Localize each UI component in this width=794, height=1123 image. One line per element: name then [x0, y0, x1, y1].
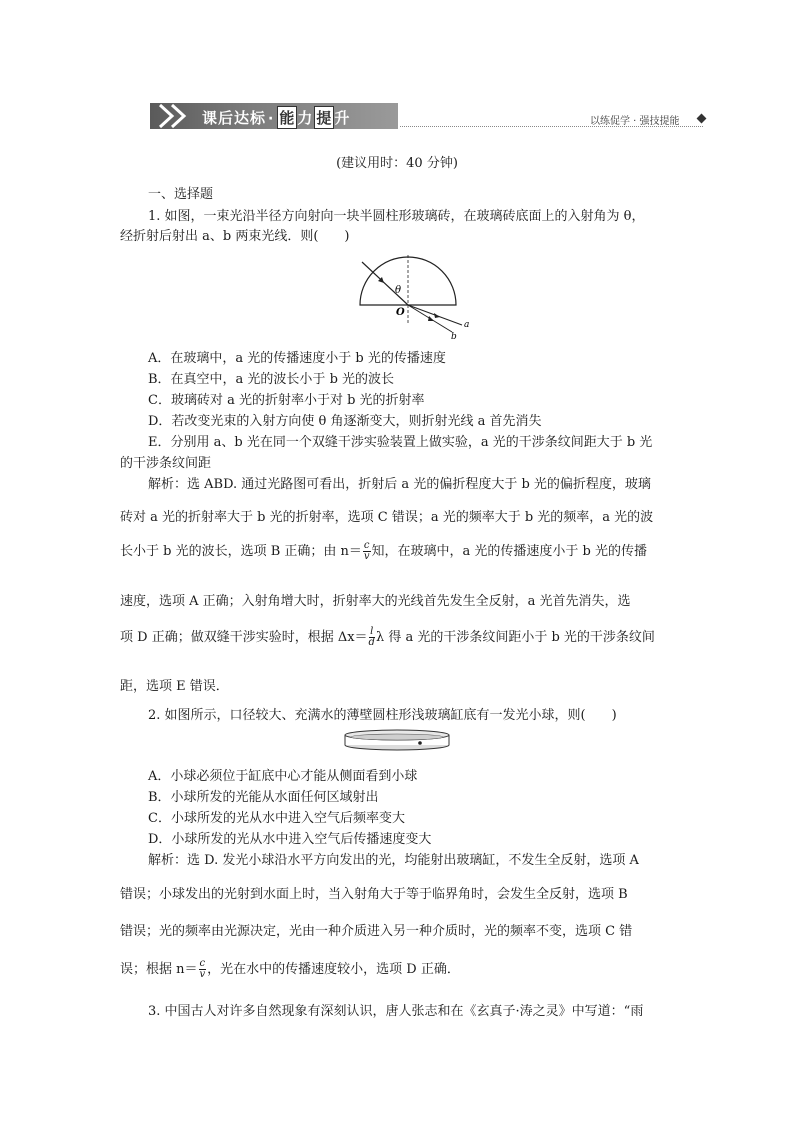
fig-theta-label: θ	[395, 285, 402, 296]
q2-glass-tank-figure	[340, 727, 454, 755]
fig-a-label: a	[464, 320, 470, 330]
banner-bar	[150, 103, 398, 129]
q1-analysis-line2: 砖对 a 光的折射率大于 b 光的折射率，选项 C 错误；a 光的频率大于 b 光的频率，a 光的波	[120, 510, 654, 525]
chevron-right-icon	[150, 103, 200, 129]
banner-title	[202, 106, 350, 129]
q1-analysis-line6: 距，选项 E 错误．	[120, 679, 229, 694]
q1-stem-line1: 1. 如图，一束光沿半径方向射向一块半圆柱形玻璃砖，在玻璃砖底面上的入射角为 θ，	[148, 209, 645, 224]
time-hint: (建议用时：40 分钟)	[336, 156, 458, 171]
q2-option-c: C．小球所发的光从水中进入空气后频率变大	[148, 811, 405, 826]
frac-num: c	[199, 958, 206, 969]
banner-char-3: 提	[314, 106, 334, 129]
q2-option-d: D．小球所发的光从水中进入空气后传播速度变大	[148, 832, 432, 847]
fraction-c-over-v	[199, 959, 207, 980]
section-title: 一、选择题	[148, 187, 214, 202]
q1-ana3-post: 知，在玻璃中，a 光的传播速度小于 b 光的传播	[371, 544, 648, 559]
q1-ana5-post: λ 得 a 光的干涉条纹间距小于 b 光的干涉条纹间	[375, 630, 655, 645]
fraction-c-over-v	[363, 541, 371, 562]
frac-num: c	[363, 540, 370, 551]
section-banner	[150, 103, 710, 129]
fig-origin-label: O	[396, 307, 405, 318]
q1-option-b: B．在真空中，a 光的波长小于 b 光的波长	[148, 372, 395, 387]
banner-char-1: 能	[277, 106, 297, 129]
q1-option-e-line2: 的干涉条纹间距	[120, 456, 212, 471]
q2-ana4-post: ，光在水中的传播速度较小，选项 D 正确．	[207, 962, 460, 977]
q1-option-d: D．若改变光束的入射方向使 θ 角逐渐变大，则折射光线 a 首先消失	[148, 414, 542, 429]
q2-analysis-line2: 错误；小球发出的光射到水面上时，当入射角大于等于临界角时，会发生全反射，选项 B	[120, 887, 628, 902]
q2-analysis-line1: 解析：选 D. 发光小球沿水平方向发出的光，均能射出玻璃缸，不发生全反射，选项 A	[148, 853, 639, 868]
q2-stem: 2. 如图所示，口径较大、充满水的薄壁圆柱形浅玻璃缸底有一发光小球，则( )	[148, 708, 617, 723]
banner-char-2: 力	[297, 109, 314, 127]
q1-option-e-line1: E．分别用 a、b 光在同一个双缝干涉实验装置上做实验，a 光的干涉条纹间距大于 b 光	[148, 435, 653, 450]
banner-dot: ·	[268, 111, 275, 127]
banner-char-4: 升	[334, 109, 351, 127]
q1-stem-line2: 经折射后射出 a、b 两束光线．则( )	[120, 229, 350, 244]
frac-den: d	[368, 637, 375, 648]
diamond-icon	[697, 114, 707, 124]
q2-analysis-line4	[120, 958, 460, 980]
q2-ana4-pre: 误；根据 n＝	[120, 962, 198, 977]
frac-den: v	[199, 969, 206, 980]
q3-stem: 3. 中国古人对许多自然现象有深刻认识，唐人张志和在《玄真子·涛之灵》中写道：“雨	[148, 1004, 644, 1019]
banner-slogan: 以练促学 · 强技提能	[590, 116, 680, 127]
frac-den: v	[363, 551, 370, 562]
banner-title-part1: 课后达标	[202, 109, 267, 127]
q1-analysis-line3	[120, 540, 647, 562]
fraction-l-over-d	[369, 627, 375, 648]
q1-analysis-line4: 速度，选项 A 正确；入射角增大时，折射率大的光线首先发生全反射，a 光首先消失，选	[120, 594, 631, 609]
q2-option-a: A．小球必须位于缸底中心才能从侧面看到小球	[148, 769, 418, 784]
q1-analysis-line1: 解析：选 ABD. 通过光路图可看出，折射后 a 光的偏折程度大于 b 光的偏折程度，玻璃	[148, 477, 651, 492]
q2-option-b: B．小球所发的光能从水面任何区域射出	[148, 790, 379, 805]
fig-b-label: b	[451, 332, 457, 342]
q1-analysis-line5	[120, 626, 655, 648]
q1-option-a: A．在玻璃中，a 光的传播速度小于 b 光的传播速度	[148, 351, 446, 366]
frac-num: l	[370, 626, 374, 637]
q2-analysis-line3: 错误；光的频率由光源决定，光由一种介质进入另一种介质时，光的频率不变，选项 C 错	[120, 924, 633, 939]
q1-ana5-pre: 项 D 正确；做双缝干涉实验时，根据 Δx＝	[120, 630, 368, 645]
q1-ana3-pre: 长小于 b 光的波长，选项 B 正确；由 n＝	[120, 544, 362, 559]
q1-semicircle-figure	[350, 247, 480, 342]
q1-option-c: C．玻璃砖对 a 光的折射率小于对 b 光的折射率	[148, 393, 425, 408]
